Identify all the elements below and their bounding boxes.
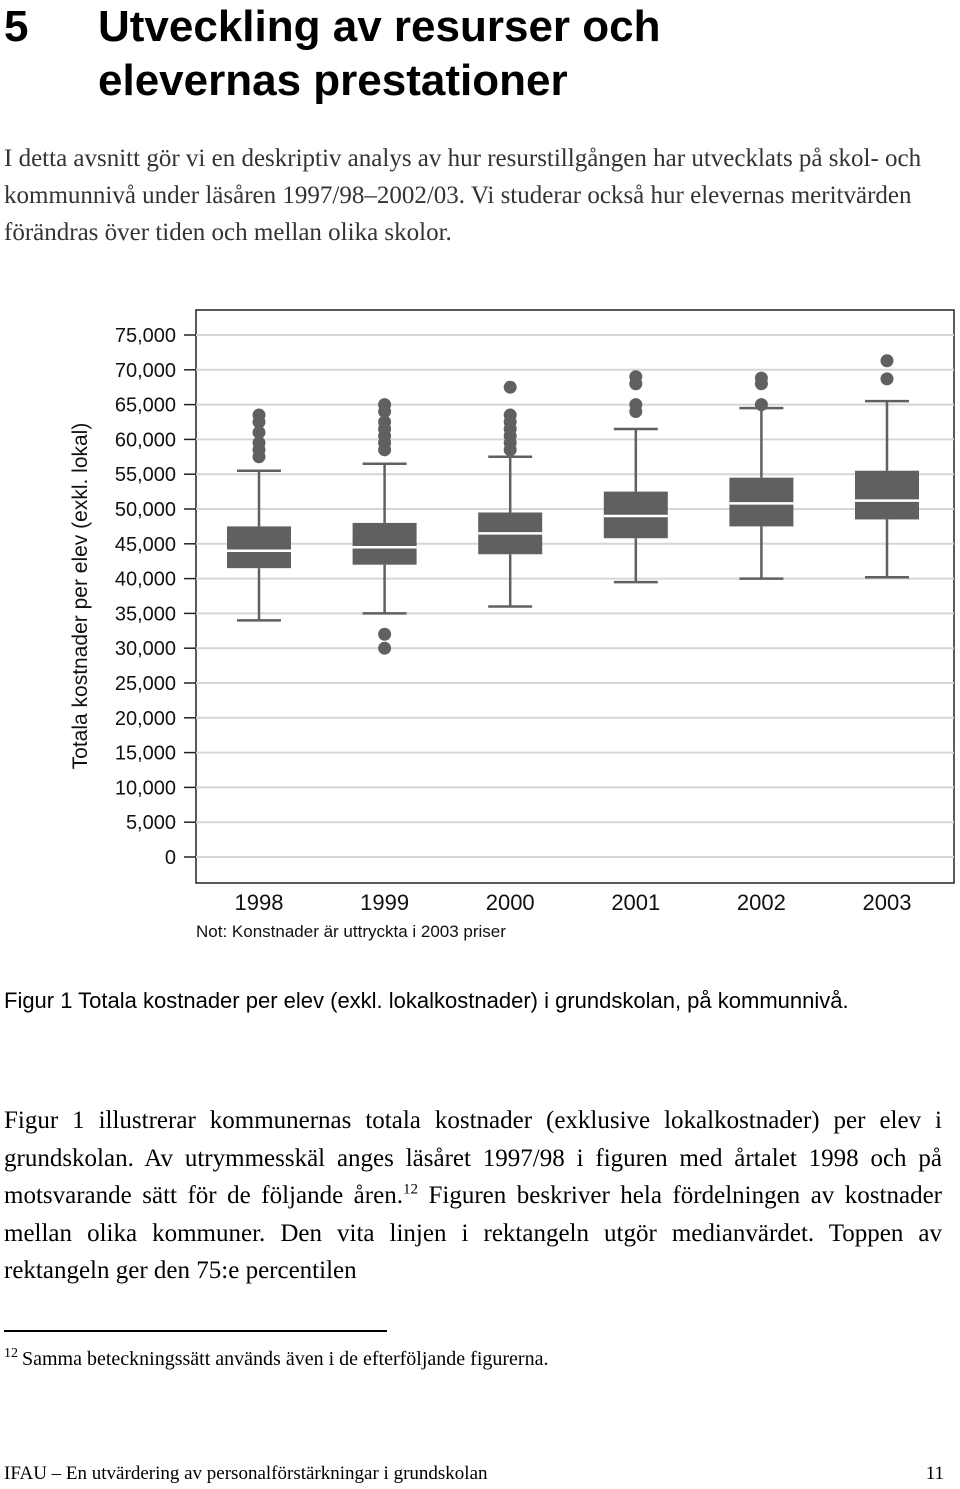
y-tick-label: 40,000	[114, 568, 176, 591]
outlier-point	[378, 642, 391, 655]
y-tick-label: 5,000	[125, 812, 176, 835]
y-tick-label: 10,000	[114, 777, 176, 800]
box	[855, 471, 919, 520]
y-tick-label: 35,000	[114, 603, 176, 626]
y-tick-label: 75,000	[114, 325, 176, 347]
x-category-label: 2002	[736, 890, 786, 915]
body-text-part-2: Figuren beskriver hela fördelningen av kostnader mellan olika kommuner. Den vita linjen i rektangeln utgör medianvärdet. Toppen av rektangeln ger den 75:e percentilen	[4, 1182, 942, 1284]
y-tick-label: 45,000	[114, 533, 176, 556]
y-tick-label: 70,000	[114, 359, 176, 382]
x-category-label: 1999	[360, 890, 410, 915]
outlier-point	[755, 398, 768, 411]
outlier-point	[378, 398, 391, 411]
footnote-number: 12	[4, 1346, 18, 1362]
x-category-label: 2003	[862, 890, 912, 915]
y-axis-label: Totala kostnader per elev (exkl. lokal)	[69, 422, 92, 770]
footnote-reference[interactable]: 12	[402, 1181, 418, 1198]
y-tick-label: 60,000	[114, 429, 176, 452]
chart-note: Not: Konstnader är uttryckta i 2003 priser	[196, 922, 506, 941]
outlier-point	[755, 372, 768, 385]
outlier-point	[881, 372, 894, 385]
figure-caption: Figur 1 Totala kostnader per elev (exkl. lokalkostnader) i grundskolan, på kommunnivå.	[4, 988, 849, 1013]
outlier-point	[629, 398, 642, 411]
box	[227, 526, 291, 568]
x-category-label: 1998	[234, 890, 284, 915]
y-tick-label: 15,000	[114, 742, 176, 765]
outlier-point	[881, 354, 894, 367]
footer-text: IFAU – En utvärdering av personalförstärkningar i grundskolan	[4, 1463, 488, 1484]
page-number: 11	[925, 1463, 944, 1484]
y-tick-label: 55,000	[114, 464, 176, 487]
y-tick-label: 0	[164, 847, 176, 869]
section-title: Utveckling av resurser och elevernas prestationer	[98, 2, 661, 105]
outlier-point	[253, 409, 266, 422]
plot-frame	[196, 310, 954, 883]
section-number: 5	[4, 2, 29, 51]
body-paragraph	[4, 1102, 942, 1290]
intro-paragraph: I detta avsnitt gör vi en deskriptiv analys av hur resurstillgången har utvecklats på skol- och kommunnivå under läsåren 1997/98–2002/03. Vi studerar också hur elevernas meritvärden förändras över tiden och mellan olika skolor.	[4, 145, 922, 246]
boxplot-chart	[0, 300, 960, 950]
x-category-label: 2000	[485, 890, 535, 915]
outlier-point	[504, 381, 517, 394]
y-tick-label: 50,000	[114, 499, 176, 521]
outlier-point	[504, 409, 517, 422]
outlier-point	[378, 628, 391, 641]
y-tick-label: 25,000	[114, 673, 176, 695]
box	[353, 523, 417, 565]
y-tick-label: 20,000	[114, 707, 176, 730]
footnote-text: Samma beteckningssätt används även i de efterföljande figurerna.	[22, 1348, 549, 1370]
footnote-divider	[4, 1330, 387, 1332]
body-text-part-1: Figur 1 illustrerar kommunernas totala kostnader (exklusive lokalkostnader) per elev i grundskolan. Av utrymmesskäl anges läsåret 1997/98 i figuren med årtalet 1998 och på motsvarande sätt för de följande åren.	[4, 1107, 942, 1209]
outlier-point	[629, 370, 642, 383]
footnote	[4, 1345, 548, 1373]
boxplot-figure	[0, 300, 960, 950]
x-category-label: 2001	[611, 890, 661, 915]
y-tick-label: 30,000	[114, 638, 176, 661]
y-tick-label: 65,000	[114, 394, 176, 417]
box	[729, 478, 793, 527]
